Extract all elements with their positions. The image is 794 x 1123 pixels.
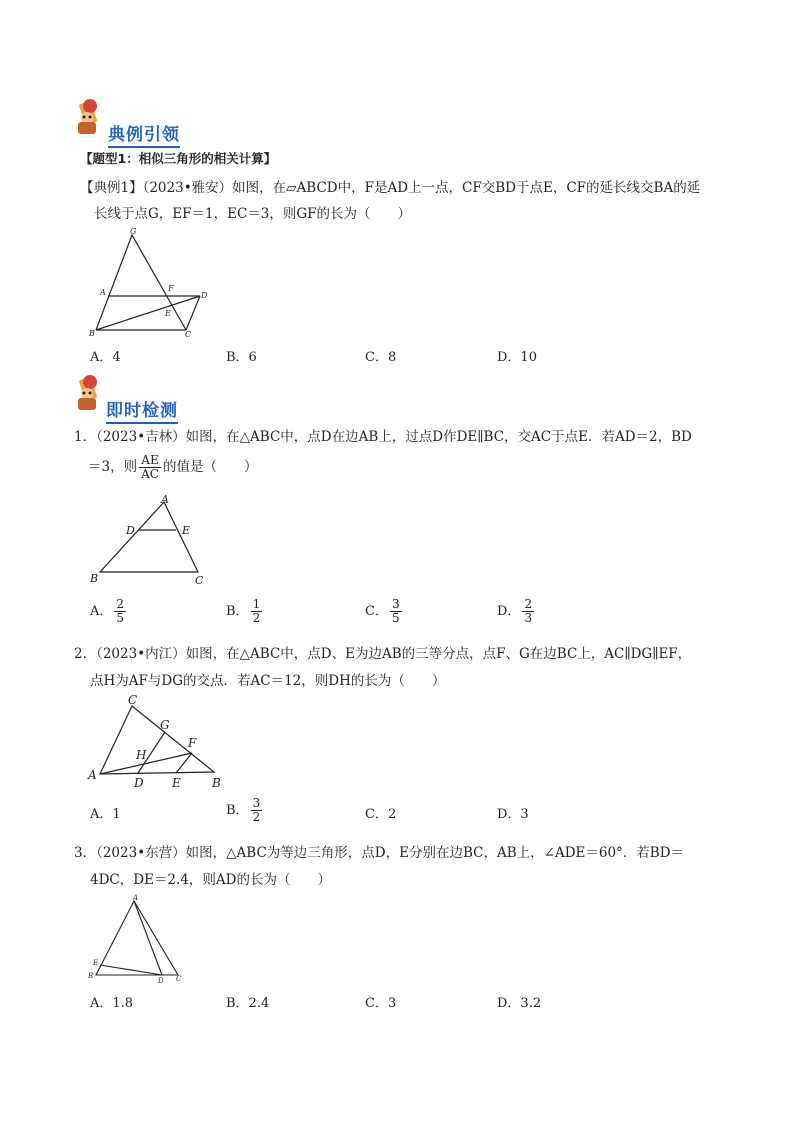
fig-label-d: D (126, 524, 135, 537)
fig-label-c: C (176, 975, 182, 983)
q1-option-c-den: 5 (391, 611, 400, 625)
q3-option-a[interactable]: A．1.8 (90, 996, 134, 1011)
q3-option-d[interactable]: D．3.2 (497, 996, 542, 1011)
q1-option-c[interactable] (365, 598, 404, 625)
q2-option-b-den: 2 (252, 810, 261, 824)
pencil-mascot-icon (72, 98, 106, 138)
q1-text-line1: 1．（2023•吉林）如图，在△ABC中，点D在边AB上，过点D作DE∥BC，交AC于点E．若AD＝2，BD (74, 429, 692, 445)
q1-option-c-label: C． (365, 604, 388, 619)
q1-option-d-num: 2 (524, 597, 533, 611)
q1-text-line2 (88, 454, 257, 481)
q1-fraction (139, 454, 161, 481)
example-figure (88, 225, 218, 340)
q1-option-d-den: 3 (524, 611, 533, 625)
fig-label-g: G (130, 227, 137, 236)
q2-option-a[interactable]: A．1 (90, 807, 121, 822)
q1-option-a[interactable] (90, 598, 128, 625)
fig-label-d: D (158, 977, 164, 985)
fig-label-c: C (195, 574, 204, 586)
fig-label-b: B (88, 972, 94, 980)
q1-text-pre: ＝3，则 (88, 459, 138, 475)
q3-text-line2: 4DC，DE＝2.4，则AD的长为（ ） (90, 872, 331, 888)
q2-figure (86, 692, 231, 792)
fig-label-d: D (201, 291, 208, 300)
example-text-line2: 长线于点G，EF＝1，EC＝3，则GF的长为（ ） (94, 206, 412, 222)
q1-option-b-num: 1 (252, 597, 261, 611)
q1-option-b-label: B． (226, 604, 249, 619)
fig-label-e: E (172, 776, 181, 790)
q1-option-b[interactable] (226, 598, 264, 625)
q1-option-c-fraction (390, 598, 402, 625)
fig-label-c: C (185, 330, 192, 339)
q3-option-c[interactable]: C．3 (365, 996, 397, 1011)
q1-option-b-fraction (251, 598, 263, 625)
fig-label-a: A (133, 894, 139, 902)
q1-option-d-fraction (522, 598, 534, 625)
q2-option-b-fraction (251, 797, 263, 824)
fig-label-b: B (90, 572, 99, 585)
q1-option-a-den: 5 (116, 611, 125, 625)
q3-text-line1: 3．（2023•东营）如图，△ABC为等边三角形，点D，E分别在边BC，AB上，∠ADE＝60°．若BD＝ (74, 845, 685, 861)
example-option-c[interactable]: C．8 (365, 350, 397, 365)
q1-option-a-label: A． (90, 604, 113, 619)
pencil-mascot-icon (72, 374, 106, 414)
q1-option-d[interactable] (497, 598, 536, 625)
q2-option-b-label: B． (226, 803, 249, 818)
q2-text-line2: 点H为AF与DG的交点．若AC＝12，则DH的长为（ ） (90, 673, 446, 689)
fig-label-d: D (134, 776, 144, 790)
q1-fraction-num: AE (141, 453, 159, 467)
q1-option-a-num: 2 (116, 597, 125, 611)
fig-label-h: H (136, 748, 147, 762)
fig-label-a: A (161, 493, 169, 506)
fig-label-b: B (89, 329, 95, 338)
q3-figure (86, 893, 191, 985)
fig-label-f: F (188, 736, 197, 750)
example-option-a[interactable]: A．4 (90, 350, 121, 365)
q1-option-b-den: 2 (252, 611, 261, 625)
fig-label-a: A (100, 288, 106, 297)
example-option-b[interactable]: B．6 (226, 350, 257, 365)
q1-text-post: 的值是（ ） (162, 459, 258, 475)
fig-label-f: F (168, 284, 174, 293)
example-text-line1: 【典例1】（2023•雅安）如图，在▱ABCD中，F是AD上一点，CF交BD于点E，CF的延长线交BA的延 (80, 180, 701, 196)
fig-label-b: B (212, 776, 221, 790)
q2-option-c[interactable]: C．2 (365, 807, 397, 822)
example-option-d[interactable]: D．10 (497, 350, 537, 365)
q1-figure (86, 490, 211, 586)
section-title-practice: 即时检测 (106, 396, 178, 424)
fig-label-e: E (182, 524, 191, 537)
fig-label-g: G (160, 718, 170, 732)
q2-option-b[interactable] (226, 797, 264, 824)
q1-option-c-num: 3 (391, 597, 400, 611)
q1-fraction-den: AC (141, 467, 159, 481)
q2-text-line1: 2．（2023•内江）如图，在△ABC中，点D、E为边AB的三等分点，点F、G在边BC上，AC∥DG∥EF， (74, 646, 692, 662)
q3-option-b[interactable]: B．2.4 (226, 996, 270, 1011)
question-type-heading: 【题型1：相似三角形的相关计算】 (80, 151, 277, 166)
fig-label-e: E (165, 309, 171, 318)
q1-option-a-fraction (114, 598, 126, 625)
fig-label-a: A (88, 768, 97, 782)
section-title-examples: 典例引领 (108, 120, 180, 148)
fig-label-e: E (93, 959, 99, 967)
q2-option-d[interactable]: D．3 (497, 807, 529, 822)
q2-option-b-num: 3 (252, 796, 261, 810)
q1-option-d-label: D． (497, 604, 521, 619)
fig-label-c: C (128, 693, 138, 707)
